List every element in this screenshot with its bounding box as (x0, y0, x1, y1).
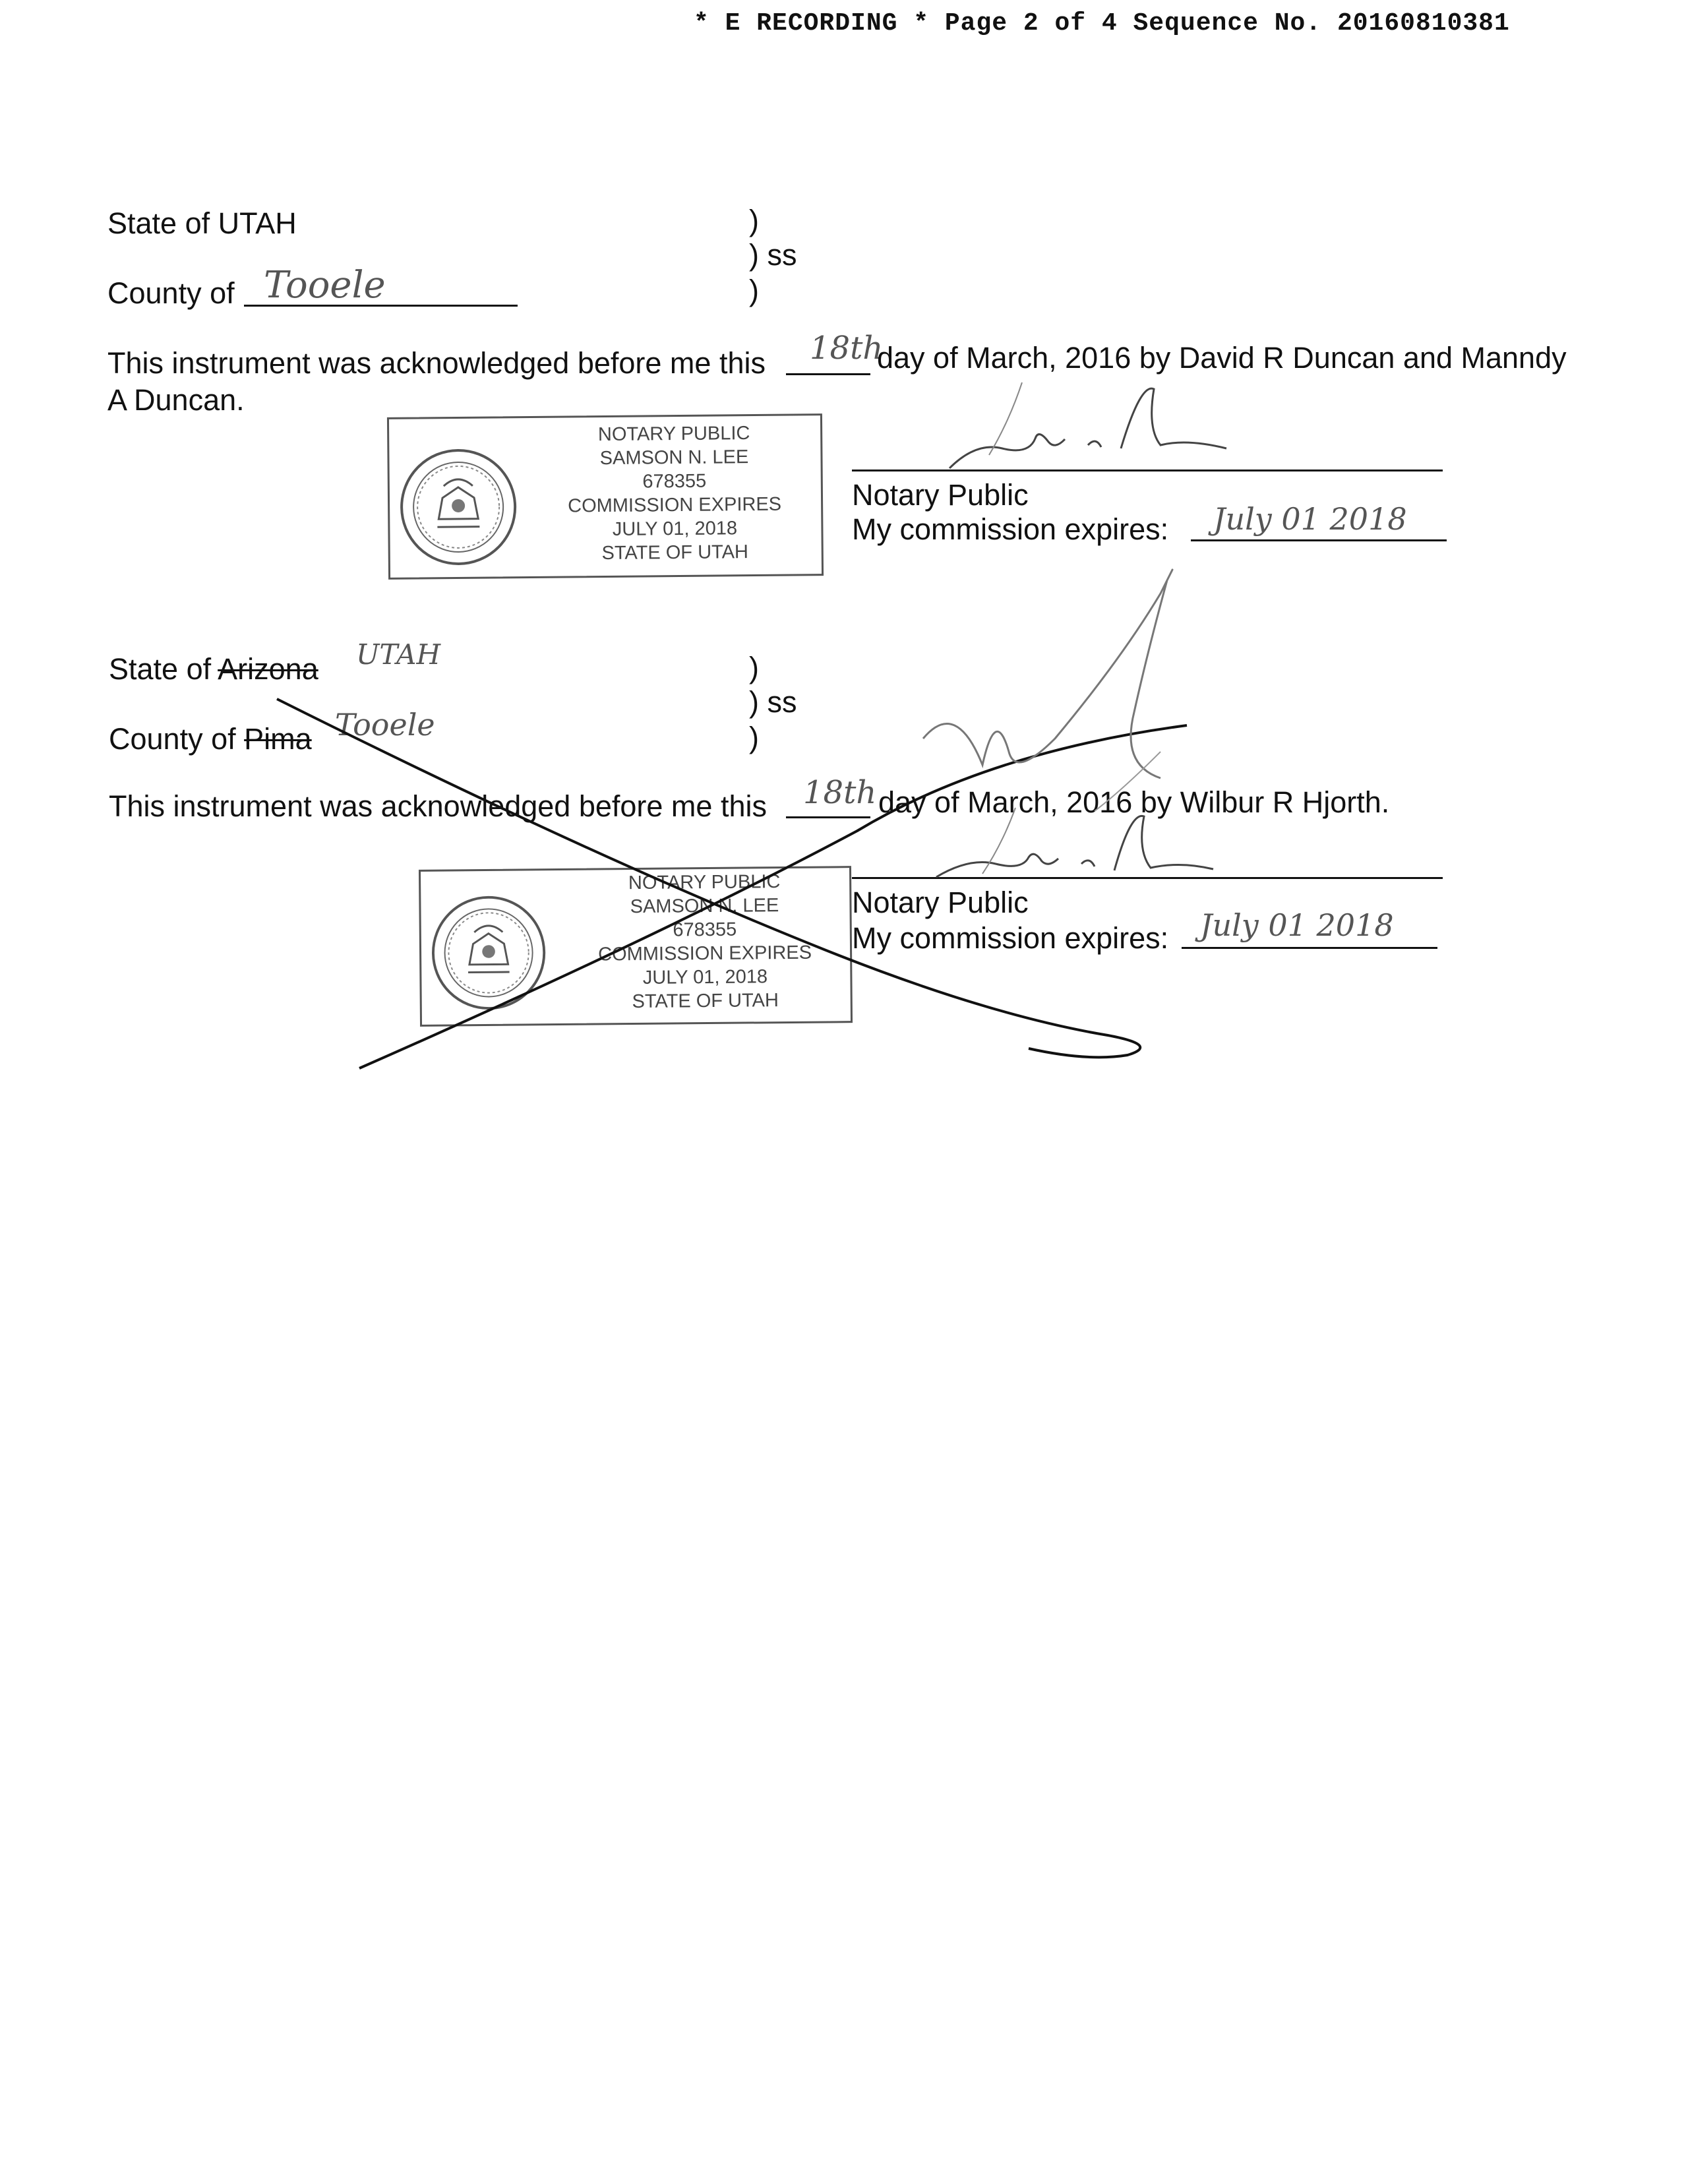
stamp-line-1: NOTARY PUBLIC (597, 423, 750, 446)
stamp-line-4: COMMISSION EXPIRES (598, 942, 812, 965)
commission-expires-handwritten: July 01 2018 (1200, 907, 1394, 943)
ack-text-prefix: This instrument was acknowledged before me this (107, 346, 766, 380)
bracket-bottom: ) (749, 274, 759, 307)
stamp-line-6: STATE OF UTAH (632, 990, 779, 1013)
bracket-top: ) (749, 651, 759, 684)
state-seal-icon (429, 893, 549, 1013)
ack-text-suffix: day of March, 2016 by David R Duncan and Manndy (877, 341, 1567, 375)
commission-expires-underline (1191, 539, 1447, 541)
stamp-line-2: SAMSON N. LEE (599, 446, 749, 470)
county-handwritten: Tooele (264, 264, 386, 307)
stamp-line-5: JULY 01, 2018 (612, 518, 738, 540)
notary-stamp (387, 413, 824, 580)
commission-expires-underline (1182, 947, 1437, 949)
day-handwritten: 18th (810, 330, 884, 367)
stamp-line-2: SAMSON N. LEE (630, 895, 779, 918)
recording-header: * E RECORDING * Page 2 of 4 Sequence No. 20160810381 (694, 9, 1510, 38)
notary-signature (923, 376, 1253, 475)
ack-text-suffix: day of March, 2016 by Wilbur R Hjorth. (878, 785, 1390, 819)
bracket-top: ) (749, 204, 759, 237)
day-underline (786, 373, 870, 375)
stamp-line-6: STATE OF UTAH (601, 541, 749, 564)
county-label: County of (109, 722, 236, 756)
stamp-line-3: 678355 (642, 470, 707, 493)
state-seal-icon (397, 446, 520, 568)
bracket-ss: ) ss (749, 685, 797, 719)
bracket-ss: ) ss (749, 238, 797, 272)
notary-public-label: Notary Public (852, 886, 1029, 919)
state-struck: Arizona (218, 652, 318, 686)
notary-signature (923, 804, 1240, 884)
commission-expires-handwritten: July 01 2018 (1213, 501, 1407, 537)
county-handwritten: Tooele (335, 707, 435, 743)
county-label: County of (107, 276, 235, 310)
ack-text-line2: A Duncan. (107, 383, 245, 417)
stamp-line-4: COMMISSION EXPIRES (568, 493, 782, 517)
county-row (109, 724, 312, 754)
notary-public-label: Notary Public (852, 478, 1029, 512)
state-handwritten: UTAH (356, 638, 441, 671)
day-underline (786, 816, 870, 818)
commission-expires-label: My commission expires: (852, 921, 1169, 955)
commission-expires-label: My commission expires: (852, 512, 1169, 546)
day-handwritten: 18th (803, 774, 877, 811)
bracket-bottom: ) (749, 721, 759, 754)
stamp-line-3: 678355 (673, 919, 737, 941)
state-label: State of UTAH (107, 206, 297, 240)
stamp-line-5: JULY 01, 2018 (642, 966, 768, 988)
county-struck: Pima (244, 722, 312, 756)
state-label: State of (109, 652, 212, 686)
ack-text-prefix: This instrument was acknowledged before me this (109, 789, 767, 823)
notary-stamp (419, 866, 853, 1027)
stamp-line-1: NOTARY PUBLIC (628, 871, 781, 894)
state-row (109, 654, 318, 684)
